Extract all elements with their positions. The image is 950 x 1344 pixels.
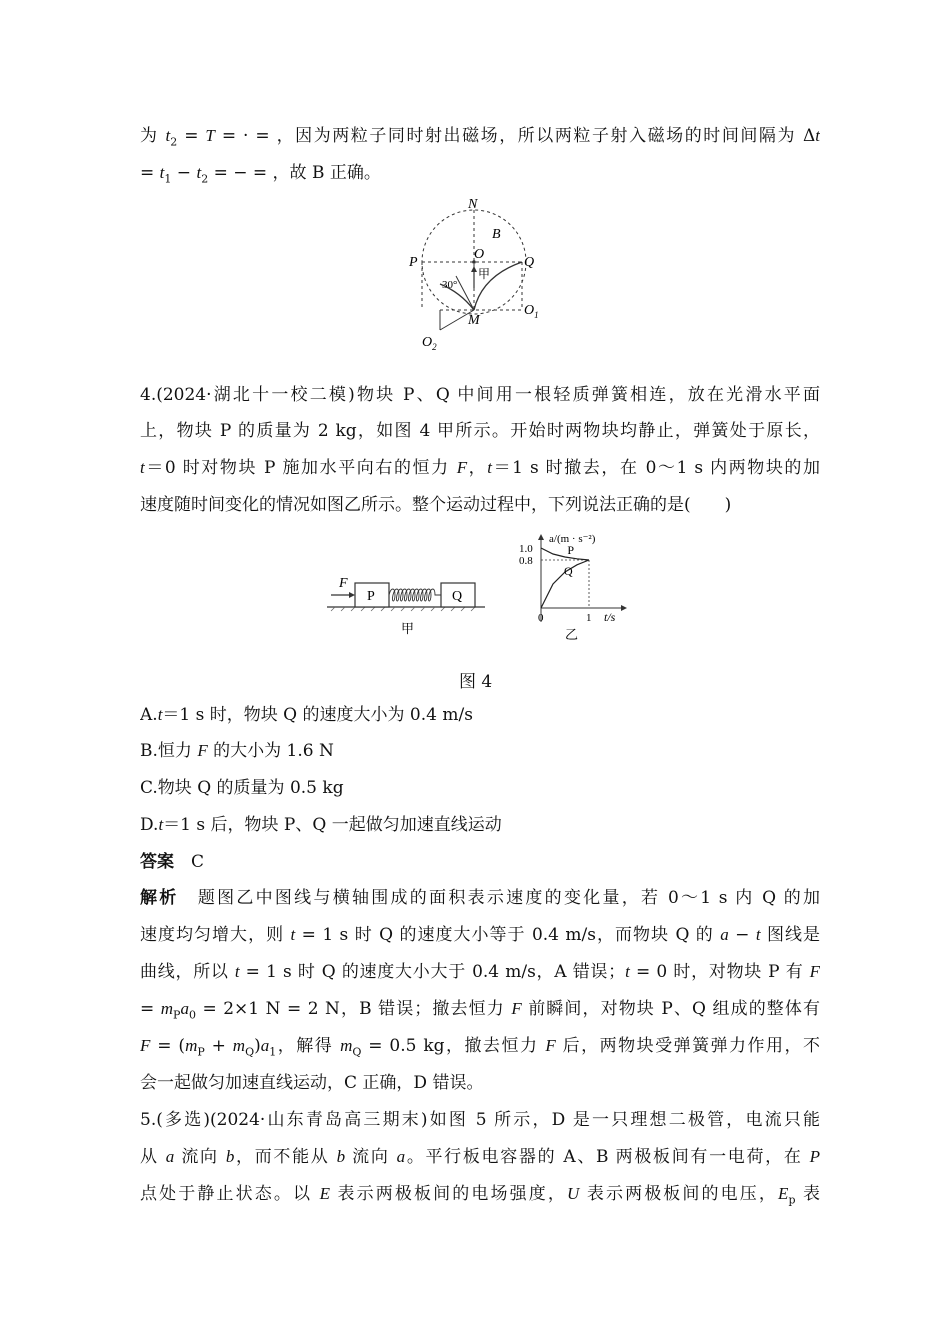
- answer-value: C: [191, 852, 205, 872]
- q4-line-1: 4.(2024·湖北十一校二模)物块 P、Q 中间用一根轻质弹簧相连，放在光滑水平面: [140, 385, 820, 405]
- label-O1: $O_1$: [524, 303, 539, 320]
- analysis-line-4: = $m_Pa_0 = 2\times 1$ N = 2 N，B 错误；撤去恒力 F 前瞬间，对物块 P、Q 组成的整体有: [140, 999, 820, 1022]
- spring: [389, 589, 441, 601]
- option-d: D.t＝1 s 后，物块 P、Q 一起做匀加速直线运动: [140, 815, 502, 835]
- intro-line-1: 为 $t_2 = T$ = · = ，因为两粒子同时射出磁场，所以两粒子射入磁场的时间间隔为 Δt: [140, 126, 820, 149]
- analysis-line-6: 会一起做匀加速直线运动，C 正确，D 错误。: [140, 1073, 484, 1093]
- series-P-line: [541, 548, 589, 560]
- label-P: P: [409, 255, 418, 270]
- x-tick-label: 1: [586, 612, 592, 624]
- analysis-line-5: $F = (m_P + m_Q)a_1$，解得 $m_Q = 0.5$ kg，撤去恒力 F 后，两物块受弹簧弹力作用，不: [140, 1036, 820, 1059]
- x-axis-label: t/s: [604, 610, 616, 624]
- analysis-label: 解析: [140, 888, 179, 908]
- q4-line-2: 上，物块 P 的质量为 2 kg，如图 4 甲所示。开始时两物块均静止，弹簧处于原长，: [140, 421, 820, 441]
- block-p-label: P: [367, 589, 375, 604]
- q5-line-2: 从 a 流向 b，而不能从 b 流向 a。平行板电容器的 A、B 两极板间有一电荷，在 P: [140, 1147, 820, 1167]
- label-angle: 30°: [442, 279, 458, 291]
- q4-line-3: t＝0 时对物块 P 施加水平向右的恒力 F，t＝1 s 时撤去，在 0～1 s 内两物块的加: [140, 458, 820, 478]
- q4-line-4: 速度随时间变化的情况如图乙所示。整个运动过程中，下列说法正确的是( ): [140, 495, 732, 515]
- y-axis-label: a/(m · s⁻²): [549, 533, 596, 545]
- magnetic-field-diagram: [400, 192, 560, 362]
- label-O2: $O_2$: [422, 335, 437, 352]
- q5-line-3: 点处于静止状态。以 E 表示两极板间的电场强度，U 表示两极板间的电压，$E_p$ 表: [140, 1184, 820, 1207]
- q5-line-1: 5.(多选)(2024·山东青岛高三期末)如图 5 所示，D 是一只理想二极管，电流只能: [140, 1110, 820, 1130]
- label-B: B: [492, 227, 501, 242]
- option-c: C.物块 Q 的质量为 0.5 kg: [140, 778, 344, 798]
- figure-yi-chart: [505, 528, 635, 643]
- label-Q: Q: [524, 255, 535, 270]
- analysis-line-1: 解析 题图乙中图线与横轴围成的面积表示速度的变化量，若 0～1 s 内 Q 的加: [140, 888, 820, 908]
- answer-line: [140, 851, 820, 873]
- label-O: O: [474, 247, 485, 262]
- x-tick-label: 0: [538, 612, 544, 624]
- series-P-label: P: [567, 543, 575, 557]
- figure-4-caption: 图 4: [459, 672, 493, 692]
- series-Q-label: Q: [564, 564, 573, 578]
- answer-label: 答案: [140, 852, 174, 872]
- option-b: B.恒力 F 的大小为 1.6 N: [140, 741, 334, 761]
- analysis-line-3: 曲线，所以 t = 1 s 时 Q 的速度大小大于 0.4 m/s，A 错误；t = 0 时，对物块 P 有 F: [140, 962, 820, 982]
- label-N: N: [468, 197, 478, 212]
- analysis-line-2: 速度均匀增大，则 t = 1 s 时 Q 的速度大小等于 0.4 m/s，而物块 Q 的 a − t 图线是: [140, 925, 820, 945]
- label-M: M: [468, 313, 480, 328]
- figure-jia: [325, 565, 485, 645]
- label-jia: 甲: [478, 267, 491, 281]
- figure-yi-caption: 乙: [565, 627, 579, 642]
- intro-line-2: = $t_1 - t_2$ = − = ，故 B 正确。: [140, 163, 381, 186]
- y-tick-label: 1.0: [519, 543, 533, 555]
- y-tick-label: 0.8: [519, 555, 533, 567]
- block-q-label: Q: [452, 589, 463, 604]
- option-a: A.t＝1 s 时，物块 Q 的速度大小为 0.4 m/s: [140, 705, 473, 725]
- force-label: F: [339, 576, 348, 591]
- figure-jia-caption: 甲: [401, 621, 415, 636]
